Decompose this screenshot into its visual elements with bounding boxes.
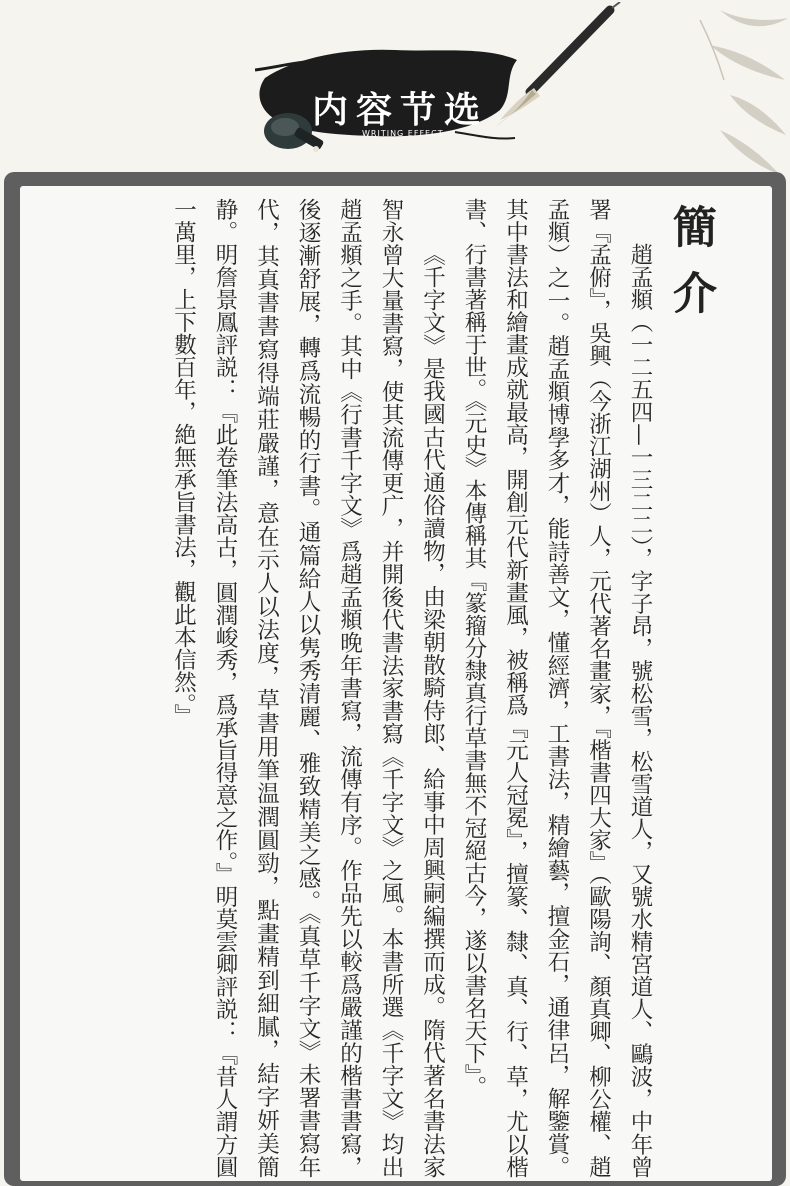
bamboo-leaves-decoration xyxy=(680,0,790,180)
inkstone-icon xyxy=(258,103,330,163)
body-text xyxy=(120,198,660,1178)
paragraph-1: 趙孟頫（一二五四—一三二二），字子昂，號松雪，松雪道人，又號水精宮道人、鷗波，中年曾署『孟俯』，吳興（今浙江湖州）人，元代著名畫家，『楷書四大家』（歐陽詢、顏真卿、柳公權、趙孟頫）之一。趙孟頫博學多才，能詩善文，懂經濟，工書法，精繪藝，擅金石，通律呂，解鑒賞。其中書法和繪畫成就最高，開創元代新畫風，被稱爲『元人冠冕』，擅篆、隸、真、行、草，尤以楷書、行書著稱于世。《元史》本傳稱其『篆籀分隸真行草書無不冠絕古今，遂以書名天下』。 xyxy=(461,198,653,1178)
banner-subtitle: WRITING EFFECT xyxy=(362,129,444,138)
calligraphy-brush-icon xyxy=(470,2,630,132)
banner-title: 内容节选 xyxy=(312,89,489,131)
content-paper xyxy=(20,186,772,1181)
section-heading: 簡介 xyxy=(665,204,716,336)
content-frame xyxy=(4,172,786,1186)
paragraph-2: 《千字文》是我國古代通俗讀物，由梁朝散騎侍郎、給事中周興嗣編撰而成。隋代著名書法家智永曾大量書寫，使其流傳更广，并開後代書法家書寫《千字文》之風。本書所選《千字文》均出趙孟頫之手。其中《行書千字文》爲趙孟頫晚年書寫，流傳有序。作品先以較爲嚴謹的楷書書寫，後逐漸舒展，轉爲流暢的行書。通篇給人以隽秀清麗、雅致精美之感。《真草千字文》未署書寫年代，其真書書寫得端莊嚴謹，意在示人以法度，草書用筆温潤圓勁，點畫精到細膩，結字妍美簡静。明詹景鳳評説：『此卷筆法高古，圓潤峻秀，爲承旨得意之作。』明莫雲卿評説：『昔人謂方圓一萬里，上下數百年，絶無承旨書法，觀此本信然。』 xyxy=(170,198,446,1178)
header-banner xyxy=(0,0,790,175)
